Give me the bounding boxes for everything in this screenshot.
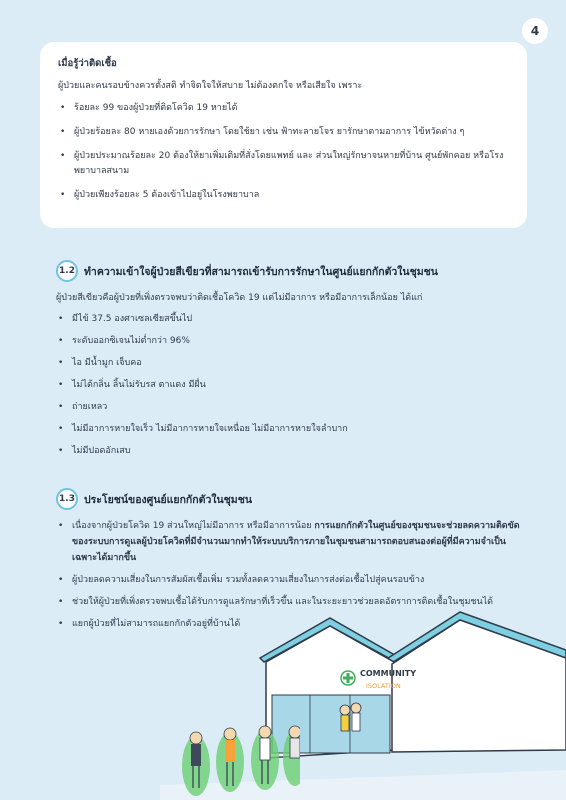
card-intro: ผู้ป่วยและคนรอบข้างควรตั้งสติ ทำจิตใจให้สบาย ไม่ต้องตกใจ หรือเสียใจ เพราะ	[58, 81, 363, 91]
person-figure	[216, 728, 244, 792]
list-item: • ผู้ป่วยร้อยละ 80 หายเองด้วยการรักษา โดยใช้ยา เช่น ฟ้าทะลายโจร ยารักษาตามอาการ ไข้หวัดต่าง ๆ	[58, 125, 509, 140]
list-item: • แยกผู้ป่วยที่ไม่สามารถแยกกักตัวอยู่ที่บ้านได้	[56, 616, 526, 632]
section-number: 1.3	[56, 488, 78, 510]
list-item	[56, 518, 526, 566]
list-item: • ไม่มีปอดอักเสบ	[56, 443, 526, 459]
person-figure	[251, 726, 279, 790]
waiting-people-illustration	[0, 700, 300, 800]
card-heading: เมื่อรู้ว่าติดเชื้อ	[58, 58, 117, 69]
section-intro: ผู้ป่วยสีเขียวคือผู้ป่วยที่เพิ่งตรวจพบว่าติดเชื้อโควิด 19 แต่ไม่มีอาการ หรือมีอาการเล็กน้อย ได้แก่	[56, 293, 423, 303]
section-1-2	[56, 260, 526, 465]
section-heading: ทำความเข้าใจผู้ป่วยสีเขียวที่สามารถเข้ารับการรักษาในศูนย์แยกกักตัวในชุมชน	[84, 265, 438, 278]
person-at-door	[351, 703, 361, 731]
list-item: • ระดับออกซิเจนไม่ต่ำกว่า 96%	[56, 333, 526, 349]
list-item: • ผู้ป่วยเพียงร้อยละ 5 ต้องเข้าไปอยู่ในโรงพยาบาล	[58, 188, 509, 203]
list-item-bold-text: การแยกกักตัวในศูนย์ของชุมชนจะช่วยลดความติดขัดของระบบการดูแลผู้ป่วยโควิดที่มีจำนวนมากทำให้ระบบบริการภายในชุมชนสามารถตอบสนองต่อผู้ที่มีความจำเป็นเฉพาะได้มากขึ้น	[72, 521, 520, 563]
person-figure	[182, 732, 210, 796]
list-item: • ไม่ได้กลิ่น ลิ้นไม่รับรส ตาแดง มีผื่น	[56, 377, 526, 393]
list-item: • มีไข้ 37.5 องศาเซลเซียสขึ้นไป	[56, 311, 526, 327]
section-title	[56, 488, 526, 510]
list-item: • ร้อยละ 99 ของผู้ป่วยที่ติดโควิด 19 หายได้	[58, 101, 509, 116]
list-item: • ผู้ป่วยประมาณร้อยละ 20 ต้องให้ยาเพิ่มเติมที่สั่งโดยแพทย์ และ ส่วนใหญ่รักษาจนหายที่บ้าน ศูนย์พักคอย หรือโรงพยาบาลสนาม	[58, 149, 509, 179]
list-item: • ไม่มีอาการหายใจเร็ว ไม่มีอาการหายใจเหนื่อย ไม่มีอาการหายใจลำบาก	[56, 421, 526, 437]
symptom-list	[56, 311, 526, 459]
person-at-door	[340, 705, 350, 731]
section-heading: ประโยชน์ของศูนย์แยกกักตัวในชุมชน	[84, 493, 253, 506]
list-item: • ไอ มีน้ำมูก เจ็บคอ	[56, 355, 526, 371]
sign-text-isolation: ISOLATION	[366, 682, 401, 690]
sign-text-community: COMMUNITY	[360, 669, 417, 678]
section-number: 1.2	[56, 260, 78, 282]
list-item-text: เนื่องจากผู้ป่วยโควิด 19 ส่วนใหญ่ไม่มีอาการ หรือมีอาการน้อย	[72, 521, 315, 531]
section-title	[56, 260, 526, 282]
person-figure	[283, 726, 300, 786]
list-item: • ผู้ป่วยลดความเสี่ยงในการสัมผัสเชื้อเพิ่ม รวมทั้งลดความเสี่ยงในการส่งต่อเชื้อไปสู่คนรอบข้าง	[56, 572, 526, 588]
list-item: • ถ่ายเหลว	[56, 399, 526, 415]
page-number: 4	[522, 18, 548, 44]
card-list	[58, 101, 509, 203]
list-item: • ช่วยให้ผู้ป่วยที่เพิ่งตรวจพบเชื้อได้รับการดูแลรักษาที่เร็วขึ้น และในระยะยาวช่วยลดอัตราการติดเชื้อในชุมชนได้	[56, 594, 526, 610]
info-card	[40, 42, 527, 228]
